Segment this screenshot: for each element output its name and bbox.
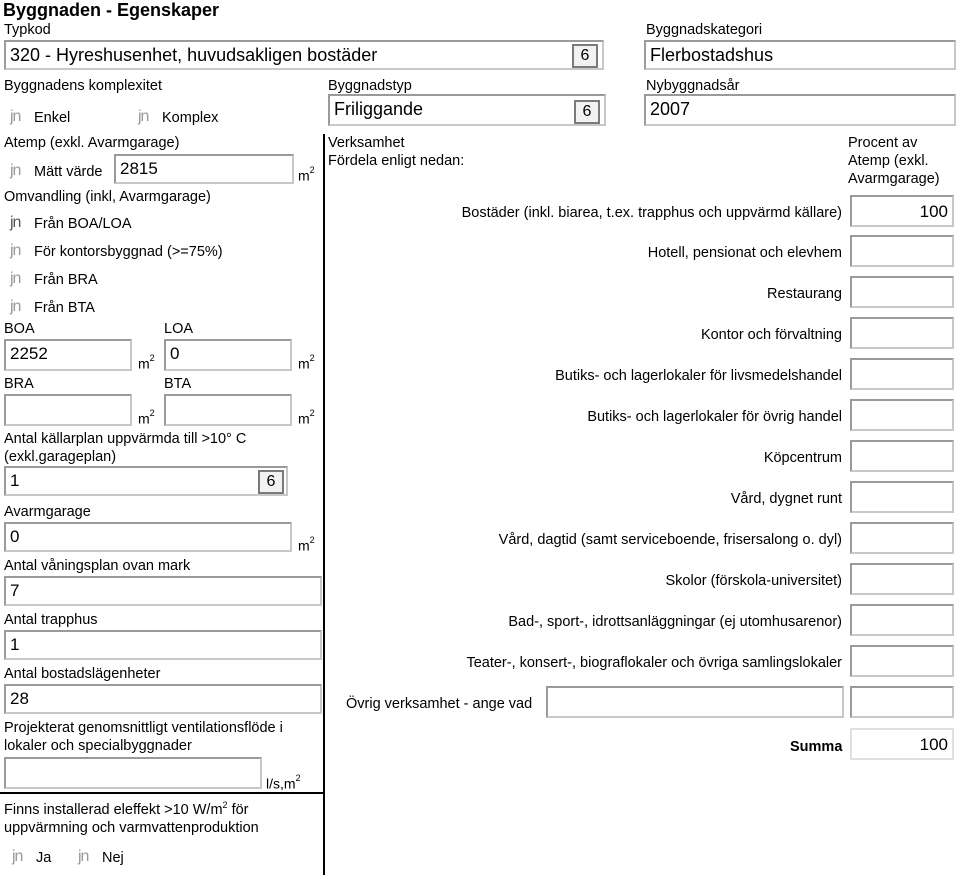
bra-unit: $m^2$ bbox=[138, 408, 155, 427]
lagenheter-label: Antal bostadslägenheter bbox=[4, 666, 161, 682]
verksamhet-row-label: Teater-, konsert-, biograflokaler och övriga samlingslokaler bbox=[466, 655, 842, 671]
eleffekt-label: Finns installerad eleffekt >10 $W/m^2$ för uppvärmning och varmvattenproduktion bbox=[4, 800, 259, 836]
loa-value: 0 bbox=[170, 344, 180, 363]
kallarplan-value: 1 bbox=[10, 471, 20, 490]
column-divider bbox=[323, 134, 325, 875]
loa-input[interactable] bbox=[164, 339, 292, 371]
bra-label: BRA bbox=[4, 376, 34, 392]
verksamhet-row-input[interactable] bbox=[850, 276, 954, 308]
ventilation-label: Projekterat genomsnittligt ventilationsflöde i lokaler och specialbyggnader bbox=[4, 720, 283, 754]
kallarplan-dropdown-icon[interactable]: 6 bbox=[258, 470, 284, 494]
verksamhet-row-input[interactable] bbox=[850, 440, 954, 472]
atemp-unit: $m^2$ bbox=[298, 165, 315, 184]
verksamhet-row-label: Bad-, sport-, idrottsanläggningar (ej utomhusarenor) bbox=[508, 614, 842, 630]
verksamhet-row-input[interactable] bbox=[850, 399, 954, 431]
ovrig-pct-input[interactable] bbox=[850, 686, 954, 718]
verksamhet-row-input[interactable] bbox=[850, 317, 954, 349]
boa-input[interactable] bbox=[4, 339, 132, 371]
kallarplan-select[interactable] bbox=[4, 466, 288, 496]
lagenheter-value: 28 bbox=[10, 689, 29, 708]
verksamhet-row-input[interactable]: 100 bbox=[850, 195, 954, 227]
radio-button-icon[interactable]: jn bbox=[10, 298, 21, 315]
verksamhet-row-input[interactable] bbox=[850, 604, 954, 636]
percent-header: Procent av Atemp (exkl. Avarmgarage) bbox=[848, 135, 940, 187]
kategori-value: Flerbostadshus bbox=[650, 45, 774, 65]
ovrig-label: Övrig verksamhet - ange vad bbox=[346, 696, 533, 712]
verksamhet-row-label: Bostäder (inkl. biarea, t.ex. trapphus och uppvärmd källare) bbox=[461, 205, 842, 221]
radio-button-icon[interactable]: jn bbox=[12, 848, 23, 865]
boa-label: BOA bbox=[4, 321, 35, 337]
komplexitet-komplex: Komplex bbox=[162, 110, 219, 126]
byggnadstyp-value: Friliggande bbox=[334, 99, 424, 119]
verksamhet-row-input[interactable] bbox=[850, 645, 954, 677]
byggnadstyp-dropdown-icon[interactable]: 6 bbox=[574, 100, 600, 124]
vaningsplan-value: 7 bbox=[10, 581, 20, 600]
ventilation-unit: $l/s,m^2$ bbox=[266, 773, 301, 792]
verksamhet-label: Verksamhet bbox=[328, 135, 405, 151]
boa-unit: $m^2$ bbox=[138, 353, 155, 372]
verksamhet-row-label: Skolor (förskola-universitet) bbox=[665, 573, 842, 589]
komplexitet-enkel: Enkel bbox=[34, 110, 71, 126]
omvandling-label: Omvandling (inkl, Avarmgarage) bbox=[4, 189, 211, 205]
summa-label: Summa bbox=[790, 739, 843, 755]
vaningsplan-label: Antal våningsplan ovan mark bbox=[4, 558, 191, 574]
typkod-dropdown-icon[interactable]: 6 bbox=[572, 44, 598, 68]
bra-input[interactable] bbox=[4, 394, 132, 426]
verksamhet-row-input[interactable] bbox=[850, 235, 954, 267]
omvandling-option-bta: Från BTA bbox=[34, 300, 95, 316]
omvandling-option-boa: Från BOA/LOA bbox=[34, 216, 132, 232]
radio-button-icon[interactable]: jn bbox=[10, 162, 21, 179]
verksamhet-row-label: Restaurang bbox=[767, 286, 842, 302]
radio-button-icon[interactable]: jn bbox=[138, 108, 149, 125]
vaningsplan-input[interactable] bbox=[4, 576, 322, 606]
trapphus-input[interactable] bbox=[4, 630, 322, 660]
byggnadstyp-label: Byggnadstyp bbox=[328, 78, 412, 94]
verksamhet-row-label: Hotell, pensionat och elevhem bbox=[647, 245, 842, 261]
radio-button-icon[interactable]: jn bbox=[78, 848, 89, 865]
avarmgarage-value: 0 bbox=[10, 527, 20, 546]
komplexitet-label: Byggnadens komplexitet bbox=[4, 78, 162, 94]
verksamhet-row-label: Vård, dygnet runt bbox=[730, 491, 842, 507]
verksamhet-row-label: Butiks- och lagerlokaler för livsmedelshandel bbox=[555, 368, 842, 384]
kategori-field[interactable] bbox=[644, 40, 956, 70]
avarmgarage-unit: $m^2$ bbox=[298, 535, 315, 554]
page-title: Byggnaden - Egenskaper bbox=[3, 0, 220, 20]
verksamhet-row-input[interactable] bbox=[850, 563, 954, 595]
ovrig-input[interactable] bbox=[546, 686, 844, 718]
verksamhet-row-label: Köpcentrum bbox=[763, 450, 842, 466]
typkod-label: Typkod bbox=[4, 22, 51, 38]
eleffekt-nej: Nej bbox=[102, 850, 124, 866]
radio-button-icon[interactable]: jn bbox=[10, 242, 21, 259]
trapphus-label: Antal trapphus bbox=[4, 612, 98, 628]
verksamhet-row-label: Butiks- och lagerlokaler för övrig handel bbox=[587, 409, 842, 425]
trapphus-value: 1 bbox=[10, 635, 20, 654]
atemp-label: Atemp (exkl. Avarmgarage) bbox=[4, 135, 180, 151]
bta-label: BTA bbox=[164, 376, 192, 392]
kategori-label: Byggnadskategori bbox=[646, 22, 763, 38]
eleffekt-ja: Ja bbox=[36, 850, 52, 866]
loa-unit: $m^2$ bbox=[298, 353, 315, 372]
kallarplan-label: Antal källarplan uppvärmda till >10° C (exkl.garageplan) bbox=[4, 431, 247, 465]
typkod-value: 320 - Hyreshusenhet, huvudsakligen bostäder bbox=[10, 45, 378, 65]
loa-label: LOA bbox=[164, 321, 194, 337]
omvandling-option-kontor: För kontorsbyggnad (>=75%) bbox=[34, 244, 223, 260]
atemp-input[interactable] bbox=[114, 154, 294, 184]
byggnadstyp-select[interactable] bbox=[328, 94, 606, 126]
radio-button-icon[interactable]: jn bbox=[10, 108, 21, 125]
atemp-option: Mätt värde bbox=[34, 164, 103, 180]
avarmgarage-input[interactable] bbox=[4, 522, 292, 552]
lagenheter-input[interactable] bbox=[4, 684, 322, 714]
summa-field: 100 bbox=[850, 728, 954, 760]
nybyggnadsar-value: 2007 bbox=[650, 99, 691, 119]
typkod-select[interactable] bbox=[4, 40, 604, 70]
radio-button-icon[interactable]: jn bbox=[10, 270, 21, 287]
verksamhet-row-input[interactable] bbox=[850, 481, 954, 513]
radio-button-icon[interactable]: jn bbox=[10, 214, 21, 231]
nybyggnadsar-label: Nybyggnadsår bbox=[646, 78, 740, 94]
bta-input[interactable] bbox=[164, 394, 292, 426]
verksamhet-row-label: Kontor och förvaltning bbox=[700, 327, 842, 343]
verksamhet-row-label: Vård, dagtid (samt serviceboende, frisersalong o. dyl) bbox=[498, 532, 842, 548]
atemp-value: 2815 bbox=[120, 159, 158, 178]
verksamhet-row-input[interactable] bbox=[850, 522, 954, 554]
verksamhet-row-input[interactable] bbox=[850, 358, 954, 390]
omvandling-option-bra: Från BRA bbox=[34, 272, 98, 288]
ventilation-input[interactable] bbox=[4, 757, 262, 789]
avarmgarage-label: Avarmgarage bbox=[4, 504, 91, 520]
nybyggnadsar-field[interactable] bbox=[644, 94, 956, 126]
bta-unit: $m^2$ bbox=[298, 408, 315, 427]
boa-value: 2252 bbox=[10, 344, 48, 363]
verksamhet-sublabel: Fördela enligt nedan: bbox=[328, 153, 465, 169]
section-divider bbox=[0, 792, 325, 794]
